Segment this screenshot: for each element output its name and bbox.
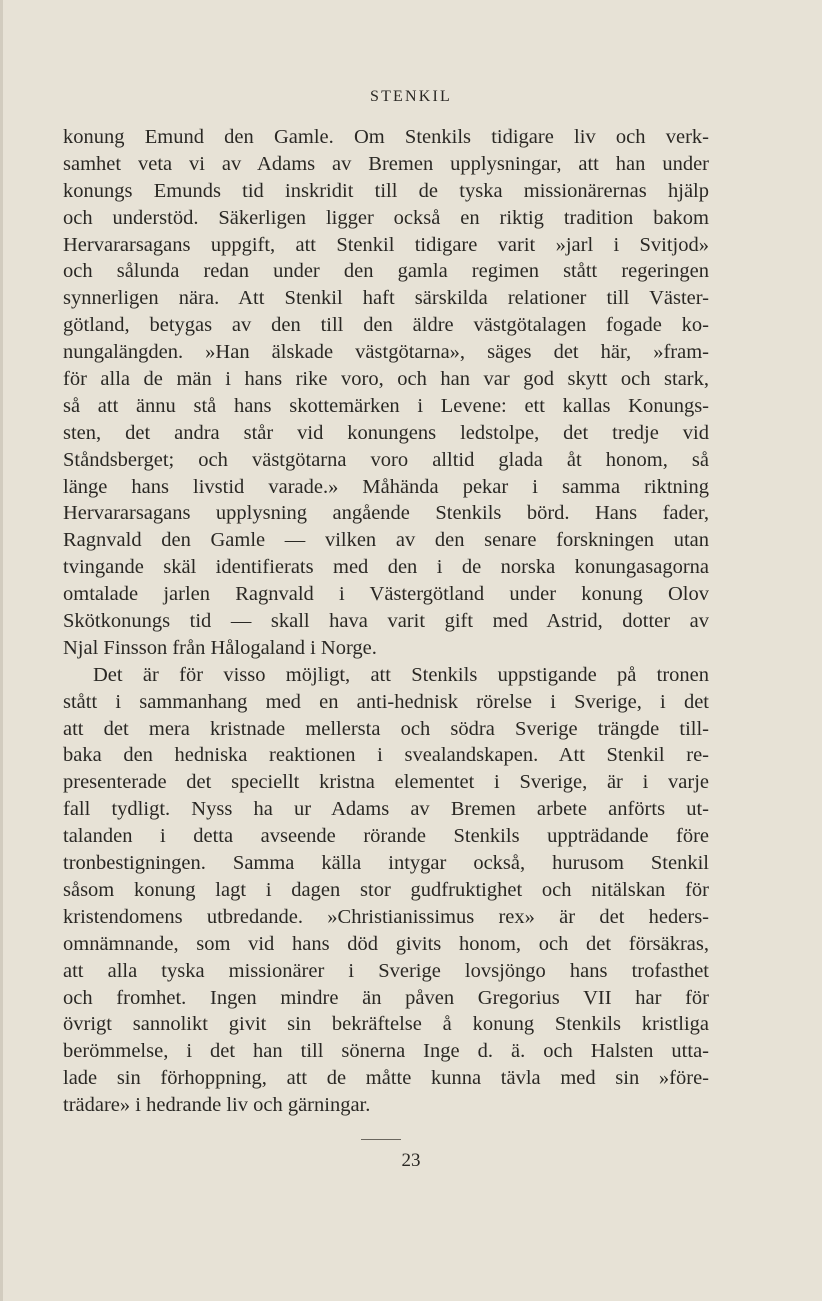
text-line: sten, det andra står vid konungens ledstolpe, det tredje vid bbox=[63, 421, 709, 444]
text-line: såsom konung lagt i dagen stor gudfruktighet och nitälskan för bbox=[63, 878, 709, 901]
page-number: 23 bbox=[401, 1150, 421, 1171]
text-line: fall tydligt. Nyss ha ur Adams av Bremen arbete anförts ut- bbox=[63, 798, 709, 821]
text-line: Det är för visso möjligt, att Stenkils uppstigande på tronen bbox=[93, 663, 709, 686]
text-line: Hervararsagans uppgift, att Stenkil tidigare varit »jarl i Svitjod» bbox=[63, 233, 709, 256]
body-text bbox=[63, 124, 709, 1119]
text-line: kristendomens utbredande. »Christianissimus rex» är det heders- bbox=[63, 905, 709, 928]
text-line: nungalängden. »Han älskade västgötarna», säges det här, »fram- bbox=[63, 341, 709, 364]
text-line: för alla de män i hans rike voro, och han var god skytt och stark, bbox=[63, 368, 709, 391]
text-line: tronbestigningen. Samma källa intygar också, hurusom Stenkil bbox=[63, 852, 709, 875]
text-line: Njal Finsson från Hålogaland i Norge. bbox=[63, 636, 377, 659]
text-line: länge hans livstid varade.» Måhända pekar i samma riktning bbox=[63, 475, 709, 498]
text-line: synnerligen nära. Att Stenkil haft särskilda relationer till Väster- bbox=[63, 287, 709, 310]
page-edge bbox=[0, 0, 3, 1301]
text-line: stått i sammanhang med en anti-hednisk rörelse i Sverige, i det bbox=[63, 690, 709, 713]
text-line: konungs Emunds tid inskridit till de tyska missionärernas hjälp bbox=[63, 179, 709, 202]
text-line: götland, betygas av den till den äldre västgötalagen fogade ko- bbox=[63, 314, 709, 337]
text-line: så att ännu stå hans skottemärken i Levene: ett kallas Konungs- bbox=[63, 394, 709, 417]
text-line: lade sin förhoppning, att de måtte kunna tävla med sin »före- bbox=[63, 1067, 709, 1090]
text-line: omnämnande, som vid hans död givits honom, och det försäkras, bbox=[63, 932, 709, 955]
text-line: att alla tyska missionärer i Sverige lovsjöngo hans trofasthet bbox=[63, 959, 709, 982]
footer-rule bbox=[361, 1139, 401, 1140]
text-line: presenterade det speciellt kristna elementet i Sverige, är i varje bbox=[63, 771, 709, 794]
text-line: talanden i detta avseende rörande Stenkils uppträdande före bbox=[63, 825, 709, 848]
text-line: och fromhet. Ingen mindre än påven Gregorius VII har för bbox=[63, 986, 709, 1009]
text-line: Ragnvald den Gamle — vilken av den senare forskningen utan bbox=[63, 529, 709, 552]
text-line: Skötkonungs tid — skall hava varit gift med Astrid, dotter av bbox=[63, 610, 709, 633]
text-line: övrigt sannolikt givit sin bekräftelse å konung Stenkils kristliga bbox=[63, 1013, 709, 1036]
text-line: baka den hedniska reaktionen i svealandskapen. Att Stenkil re- bbox=[63, 744, 709, 767]
text-line: omtalade jarlen Ragnvald i Västergötland under konung Olov bbox=[63, 583, 709, 606]
text-line: trädare» i hedrande liv och gärningar. bbox=[63, 1094, 371, 1117]
text-line: och sålunda redan under den gamla regimen stått regeringen bbox=[63, 260, 709, 283]
text-line: och understöd. Säkerligen ligger också en riktig tradition bakom bbox=[63, 206, 709, 229]
text-line: Hervararsagans upplysning angående Stenkils börd. Hans fader, bbox=[63, 502, 709, 525]
text-line: samhet veta vi av Adams av Bremen upplysningar, att han under bbox=[63, 152, 709, 175]
text-line: Ståndsberget; och västgötarna voro alltid glada åt honom, så bbox=[63, 448, 709, 471]
text-line: konung Emund den Gamle. Om Stenkils tidigare liv och verk- bbox=[63, 126, 709, 148]
text-line: berömmelse, i det han till sönerna Inge d. ä. och Halsten utta- bbox=[63, 1040, 709, 1063]
text-line: tvingande skäl identifierats med den i de norska konungasagorna bbox=[63, 556, 709, 579]
text-line: att det mera kristnade mellersta och södra Sverige trängde till- bbox=[63, 717, 709, 740]
running-head: STENKIL bbox=[369, 88, 453, 105]
